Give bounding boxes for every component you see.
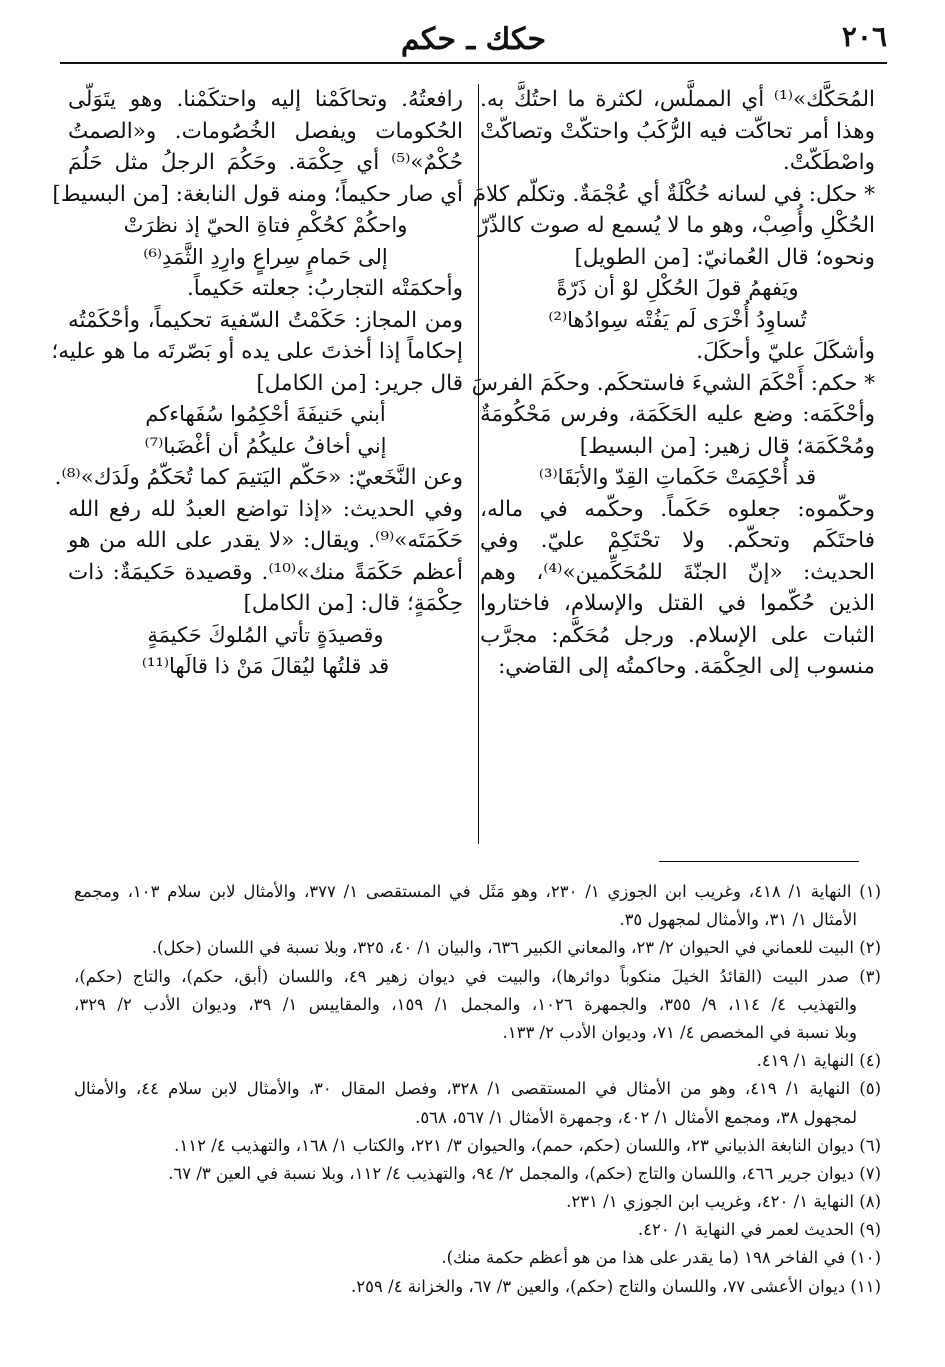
- page-header: [60, 18, 887, 60]
- verse-line: إلى حَمامٍ سِراعٍ وارِدِ الثَّمَدِ⁽⁶⁾: [143, 244, 388, 269]
- verse-line: إني أخافُ عليكُمُ أن أغْضَبا⁽⁷⁾: [144, 433, 387, 458]
- text-line: ومن المجاز: حَكَمْتُ السّفيهَ تحكيماً، وأحْكَمْتُه: [68, 307, 463, 333]
- text-line: وحكّموه: جعلوه حَكَماً. وحكّمه في ماله،: [480, 496, 875, 522]
- text-line: وعن النَّخَعيّ: «حَكّم اليَتيمَ كما تُحَكّمُ ولَدَك»⁽⁸⁾.: [54, 465, 463, 490]
- text-line: الذين حُكّموا في القتل والإسلام، فاختاروا: [480, 591, 875, 616]
- text-line: أعظم حَكَمَةً منك»⁽¹⁰⁾. وقصيدة حَكيمَةٌ: ذات: [68, 559, 463, 585]
- footnote-line: وبلا نسبة في المخصص ٤/ ٧١، وديوان الأدب ٢/ ١٣٣.: [502, 1022, 857, 1042]
- footnote-line: (١١) ديوان الأعشى ٧٧، واللسان والتاج (حكم)، والعين ٣/ ٦٧، والخزانة ٤/ ٢٥٩.: [351, 1276, 881, 1296]
- text-line: ونحوه؛ قال العُمانيّ: [من الطويل]: [574, 244, 875, 270]
- text-line: وأحكمَتْه التجاربُ: جعلته حَكيماً.: [186, 276, 463, 301]
- verse-line: قد قلتُها ليُقالَ مَنْ ذا قالَها⁽¹¹⁾: [141, 654, 390, 678]
- text-line: حُكْمٌ»⁽⁵⁾ أي حِكْمَة. وحَكُمَ الرجلُ مثل حَلُمَ: [68, 150, 463, 175]
- footnote-line: (٣) صدر البيت (القائدُ الخيلَ منكوباً دوائرها)، والبيت في ديوان زهير ٤٩، واللسان (أبق، حكم)، والتاج (حكم)،: [74, 966, 881, 986]
- footnote: [74, 878, 881, 934]
- text-columns: [51, 84, 875, 844]
- footnote-rule: [659, 861, 859, 862]
- text-line: قال جرير: [من الكامل]: [256, 370, 463, 396]
- header-rule: [60, 62, 887, 64]
- footnote: [74, 1244, 881, 1272]
- footnote-line: (٥) النهاية ١/ ٤١٩، وهو من الأمثال في المستقصى ١/ ٣٢٨، وفصل المقال ٣٠، والأمثال لابن سلام ٤٤، والأمثال: [74, 1079, 881, 1099]
- text-line: الثبات على الإسلام. ورجل مُحَكَّم: مجرَّب: [480, 622, 875, 648]
- footnotes: [74, 878, 881, 1301]
- footnote: [74, 1216, 881, 1244]
- text-line: حِكْمَةٍ؛ قال: [من الكامل]: [243, 591, 463, 616]
- text-line: فاحتَكَم وتحكّم. ولا تحْتَكِمْ عليّ. وفي: [480, 528, 875, 553]
- verse-line: قد أُحْكِمَتْ حَكَماتِ القِدّ والأبَقَا⁽³⁾: [538, 465, 817, 489]
- left-column: [51, 84, 463, 844]
- footnote-line: والتهذيب ٤/ ١١٤، ٩/ ٣٥٥، والجمهرة ١٠٢٦، والمجمل ١/ ١٥٩، والمقاييس ١/ ٣٩، وديوان الأدب ٢/ ٣٢٩،: [74, 994, 858, 1014]
- text-line: أي صار حكيماً؛ ومنه قول النابغة: [من البسيط]: [52, 181, 463, 207]
- text-line: وفي الحديث: «إذا تواضع العبدُ لله رفع الله: [68, 496, 463, 522]
- footnote-line: (١٠) في الفاخر ١٩٨ (ما يقدر على هذا من هو أعظم حكمة منك).: [441, 1248, 881, 1268]
- text-line: المُحَكَّك»⁽¹⁾ أي المملَّس، لكثرة ما احتُكَّ به.: [480, 87, 875, 112]
- footnote: [74, 1188, 881, 1216]
- text-line: منسوب إلى الحِكْمَة. وحاكمتُه إلى القاضي:: [498, 654, 875, 679]
- footnote: [74, 1160, 881, 1188]
- footnote: [74, 1273, 881, 1301]
- running-title: حكك ـ حكم: [400, 21, 547, 57]
- footnote-line: (١) النهاية ١/ ٤١٨، وغريب ابن الجوزي ١/ ٢٣٠، وهو مَثَل في المستقصى ١/ ٣٧٧، والأمثال لابن سلام ١٠٣، ومجمع: [74, 882, 881, 901]
- verse-line: أبني حَنيفَةَ أحْكِمُوا سُفَهاءكم: [145, 402, 386, 426]
- text-line: * حكم: أَحْكَمَ الشيءَ فاستحكَم. وحكَمَ الفرسَ: [471, 370, 875, 396]
- footnote-line: (٨) النهاية ١/ ٤٢٠، وغريب ابن الجوزي ١/ ٢٣١.: [566, 1192, 881, 1212]
- footnote-line: (٩) الحديث لعمر في النهاية ١/ ٤٢٠.: [637, 1220, 881, 1240]
- text-line: الحُكومات ويفصل الخُصُومات. و«الصمتُ: [68, 118, 463, 144]
- text-line: الحديث: «إنّ الجنّةَ للمُحَكِّمين»⁽⁴⁾، وهم: [480, 559, 875, 585]
- footnote-line: (٢) البيت للعماني في الحيوان ٢/ ٢٣، والمعاني الكبير ٦٣٦، والبيان ١/ ٤٠، ٣٢٥، وبلا نسبة في اللسان (حكل).: [151, 938, 881, 958]
- verse-line: وقصيدَةٍ تأتي المُلوكَ حَكيمَةٍ: [147, 622, 384, 647]
- text-line: الحُكْلِ وأُصِبْ، وهو ما لا يُسمع له صوت كالذّرّ: [478, 213, 875, 238]
- footnote: [74, 1047, 881, 1075]
- right-column: [471, 84, 875, 844]
- text-line: حَكَمَتَه»⁽⁹⁾. ويقال: «لا يقدر على الله من هو: [68, 528, 463, 553]
- footnote: [74, 934, 881, 962]
- text-line: ومُحْكَمَة؛ قال زهير: [من البسيط]: [579, 433, 875, 459]
- footnote-line: (٧) ديوان جرير ٤٦٦، واللسان والتاج (حكم)، والمجمل ٢/ ٩٤، والتهذيب ٤/ ١١٢، وبلا نسبة في العين ٣/ ٦٧.: [168, 1163, 881, 1183]
- verse-line: تُساوِدُ أُخْرَى لَم يَفُتْه سِوادُها⁽²⁾: [548, 307, 807, 332]
- footnote-line: (٦) ديوان النابغة الذبياني ٢٣، واللسان (حكم، حمم)، والحيوان ٣/ ٢٢١، والكتاب ١/ ١٦٨، والتهذيب ٤/ ١١٢.: [174, 1135, 881, 1155]
- verse-line: ويَفهمُ قولَ الحُكْلِ لوْ أن ذَرّةً: [556, 276, 799, 300]
- text-line: واصْطَكّتْ.: [782, 150, 875, 175]
- footnote: [74, 1075, 881, 1131]
- text-line: وهذا أمر تحاكّت فيه الرُّكَبُ واحتكّتْ وتصاكّتْ: [480, 118, 875, 144]
- text-line: وأشكَلَ عليّ وأحكَلَ.: [696, 339, 875, 364]
- page-number: ٢٠٦: [841, 20, 887, 53]
- footnote: [74, 963, 881, 1048]
- column-divider: [478, 84, 479, 844]
- text-line: * حكل: في لسانه حُكْلَةٌ أي عُجْمَةٌ. وتكلّم كلامَ: [472, 181, 875, 207]
- footnote-line: الأمثال ١/ ٣١، والأمثال لمجهول ٣٥.: [619, 910, 857, 930]
- text-line: إحكاماً إذا أخذتَ على يده أو بَصّرتَه ما هو عليه؛: [51, 339, 463, 364]
- footnote-line: لمجهول ٣٨، ومجمع الأمثال ١/ ٤٠٢، وجمهرة الأمثال ١/ ٥٦٧، ٥٦٨.: [415, 1107, 857, 1127]
- footnote-line: (٤) النهاية ١/ ٤١٩.: [756, 1051, 881, 1071]
- text-line: رافعتُهُ. وتحاكَمْنا إليه واحتكَمْنا. وهو يتَوَلّى: [68, 87, 463, 112]
- text-line: وأحْكَمَه: وضع عليه الحَكَمَة، وفرس مَحْكُومَةٌ: [480, 402, 875, 427]
- verse-line: واحكُمْ كحُكْمِ فتاةِ الحيّ إذ نظرَتْ: [123, 213, 408, 237]
- footnote: [74, 1132, 881, 1160]
